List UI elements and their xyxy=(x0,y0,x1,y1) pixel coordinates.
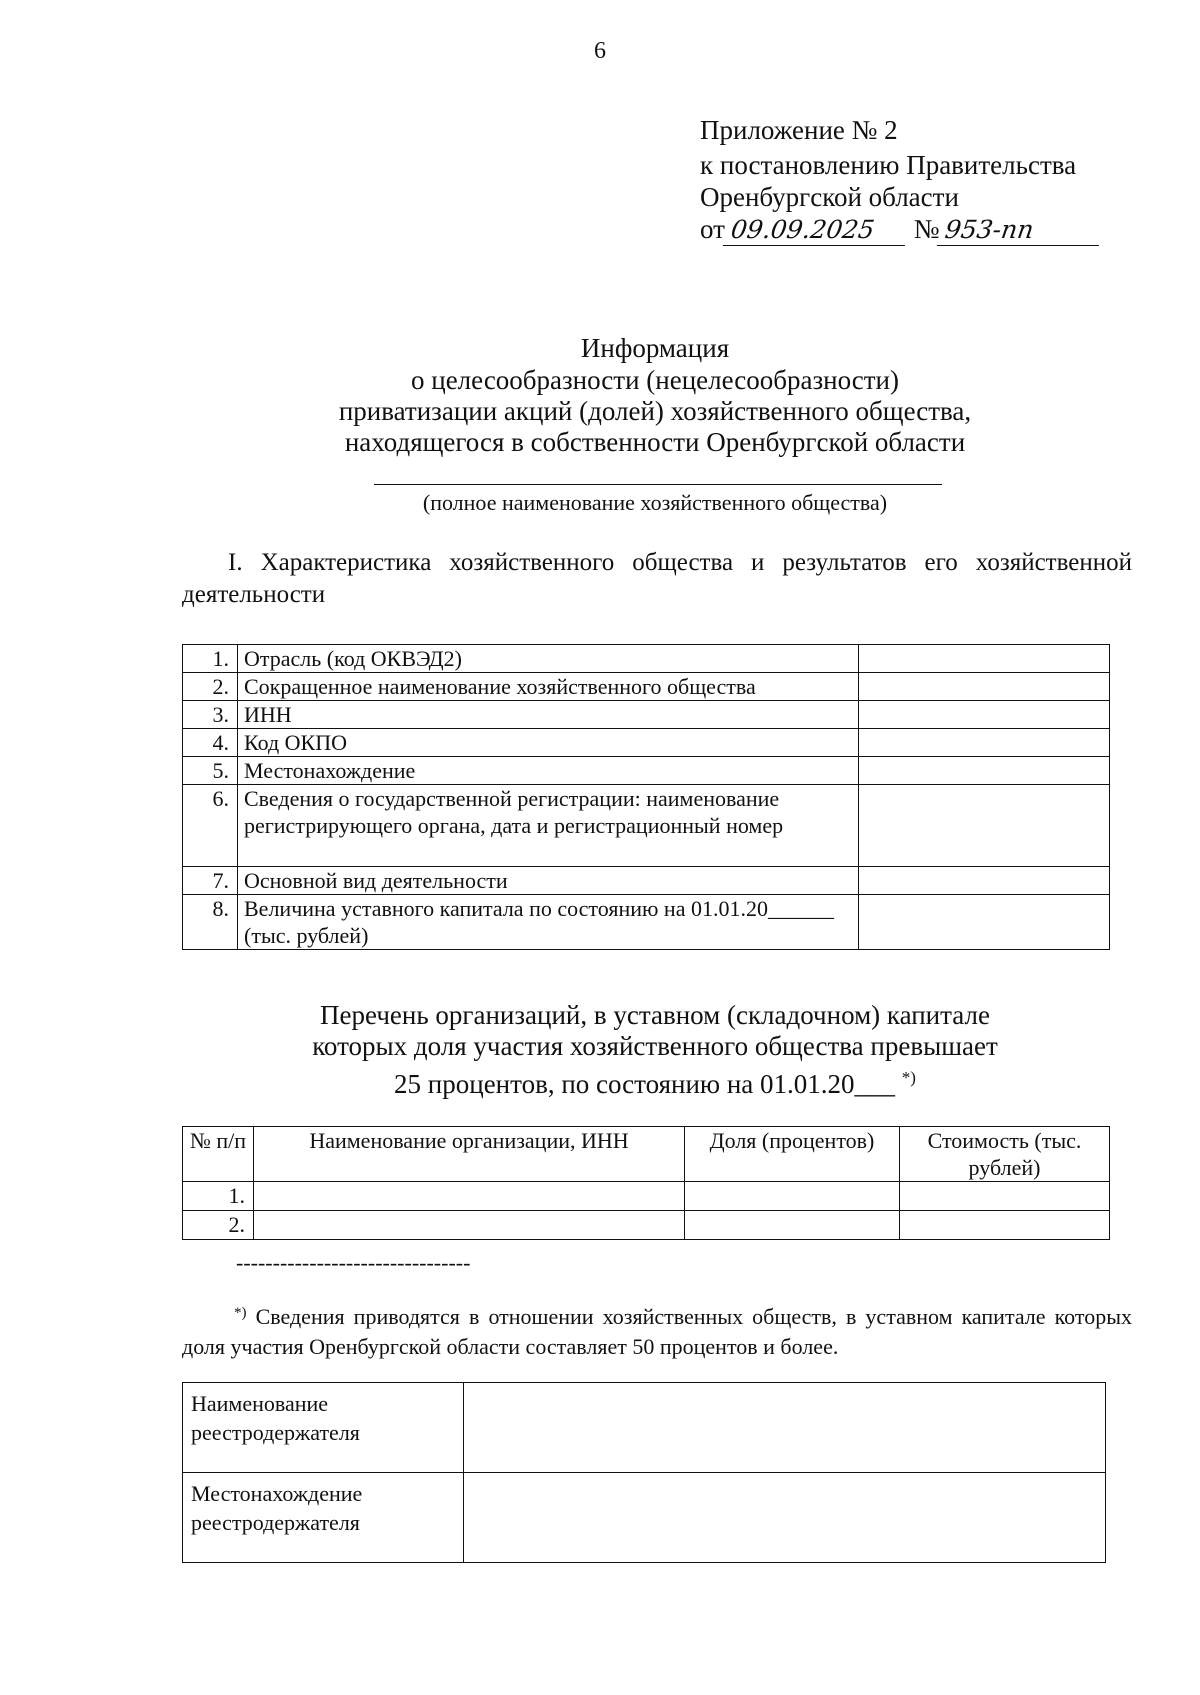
header-cost: Стоимость (тыс. рублей) xyxy=(900,1127,1110,1182)
registrar-location-label: Местонахождение реестродержателя xyxy=(183,1473,464,1563)
row-number: 2. xyxy=(183,1211,254,1240)
row-label: Величина уставного капитала по состоянию на 01.01.20______ (тыс. рублей) xyxy=(238,895,859,950)
row-share xyxy=(685,1182,900,1211)
footnote-marker: *) xyxy=(901,1068,916,1087)
appendix-resolution-ref: к постановлению Правительства xyxy=(700,150,1077,180)
row-label: Сокращенное наименование хозяйственного общества xyxy=(238,673,859,701)
row-value xyxy=(859,867,1110,895)
header-share: Доля (процентов) xyxy=(685,1127,900,1182)
number-prefix: № xyxy=(913,214,940,244)
row-value xyxy=(859,757,1110,785)
table-row xyxy=(183,645,1110,673)
registrar-name-label: Наименование реестродержателя xyxy=(183,1383,464,1473)
company-name-blank-line xyxy=(374,484,942,485)
table-header-row xyxy=(183,1127,1110,1182)
list-title-line-3-text: 25 процентов, по состоянию на 01.01.20___ xyxy=(394,1069,896,1099)
registrar-name-value xyxy=(464,1383,1106,1473)
footnote-separator: -------------------------------- xyxy=(236,1250,471,1275)
table-row xyxy=(183,785,1110,867)
footnote-mark: *) xyxy=(234,1305,247,1321)
row-cost xyxy=(900,1211,1110,1240)
date-prefix: от xyxy=(700,214,725,244)
row-value xyxy=(859,645,1110,673)
table-row xyxy=(183,1383,1106,1473)
handwritten-date: 09.09.2025 xyxy=(723,215,909,246)
list-title-line-1: Перечень организаций, в уставном (складочном) капитале xyxy=(320,1000,990,1030)
row-number: 3. xyxy=(183,701,238,729)
section-1-title: I. Характеристика хозяйственного общества и результатов его хозяйственной деятельности xyxy=(182,549,1132,608)
row-number: 5. xyxy=(183,757,238,785)
list-title-line-3 xyxy=(0,1062,1200,1100)
row-number: 1. xyxy=(183,1182,254,1211)
header-org-name: Наименование организации, ИНН xyxy=(254,1127,685,1182)
table-row xyxy=(183,701,1110,729)
appendix-date-number-line xyxy=(700,214,1160,246)
characteristics-table xyxy=(182,644,1110,950)
table-row xyxy=(183,1182,1110,1211)
table-row xyxy=(183,1211,1110,1240)
row-share xyxy=(685,1211,900,1240)
table-row xyxy=(183,757,1110,785)
row-label: Основной вид деятельности xyxy=(238,867,859,895)
table-row xyxy=(183,1473,1106,1563)
row-number: 2. xyxy=(183,673,238,701)
row-label: Код ОКПО xyxy=(238,729,859,757)
document-subtitle-line-2: приватизации акций (долей) хозяйственного общества, xyxy=(338,396,972,426)
footnote-text: Сведения приводятся в отношении хозяйственных обществ, в уставном капитале которых доля участия Оренбургской области составляет 50 процентов и более. xyxy=(182,1304,1132,1359)
document-title: Информация xyxy=(580,333,730,363)
row-number: 7. xyxy=(183,867,238,895)
appendix-region: Оренбургской области xyxy=(700,182,959,212)
table-row xyxy=(183,867,1110,895)
document-subtitle-line-3: находящегося в собственности Оренбургской области xyxy=(344,427,966,457)
row-number: 6. xyxy=(183,785,238,867)
row-number: 1. xyxy=(183,645,238,673)
row-org-name xyxy=(254,1182,685,1211)
organizations-table xyxy=(182,1126,1110,1240)
company-name-caption: (полное наименование хозяйственного общества) xyxy=(422,490,888,515)
row-org-name xyxy=(254,1211,685,1240)
row-label: Местонахождение xyxy=(238,757,859,785)
row-value xyxy=(859,673,1110,701)
handwritten-number: 953-пп xyxy=(937,215,1103,246)
table-row xyxy=(183,673,1110,701)
page-number: 6 xyxy=(594,38,606,64)
row-value xyxy=(859,895,1110,950)
row-number: 8. xyxy=(183,895,238,950)
row-value xyxy=(859,701,1110,729)
row-value xyxy=(859,785,1110,867)
table-row xyxy=(183,729,1110,757)
row-label: ИНН xyxy=(238,701,859,729)
registrar-location-value xyxy=(464,1473,1106,1563)
row-value xyxy=(859,729,1110,757)
row-label: Сведения о государственной регистрации: наименование регистрирующего органа, дата и регистрационный номер xyxy=(238,785,859,867)
row-number: 4. xyxy=(183,729,238,757)
organizations-list-title xyxy=(0,1000,1200,1100)
row-label: Отрасль (код ОКВЭД2) xyxy=(238,645,859,673)
header-number: № п/п xyxy=(183,1127,254,1182)
list-title-line-2: которых доля участия хозяйственного общества превышает xyxy=(312,1031,998,1061)
row-cost xyxy=(900,1182,1110,1211)
registrar-table xyxy=(182,1382,1106,1563)
document-subtitle-line-1: о целесообразности (нецелесообразности) xyxy=(411,365,899,395)
footnote xyxy=(182,1298,1132,1362)
table-row xyxy=(183,895,1110,950)
appendix-heading: Приложение № 2 xyxy=(700,115,898,145)
